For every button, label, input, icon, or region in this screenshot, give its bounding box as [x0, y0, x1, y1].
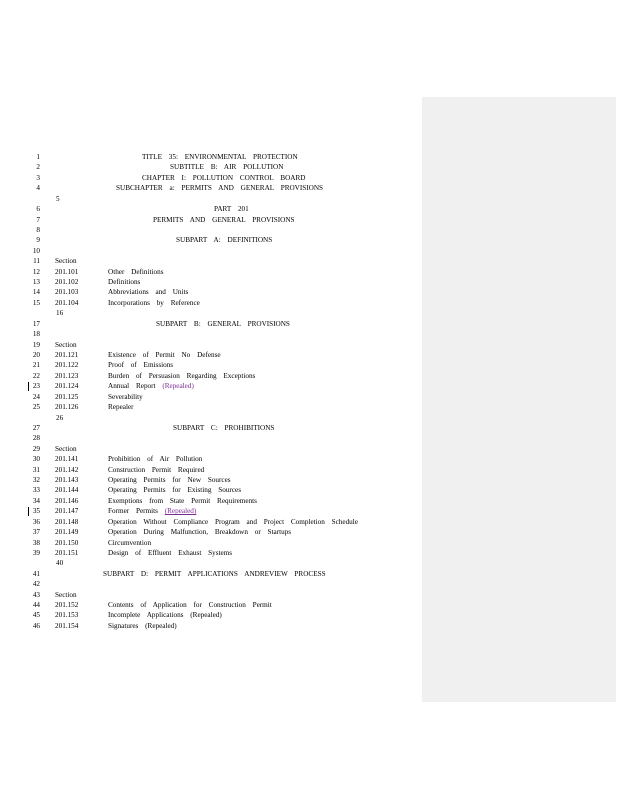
section-title	[108, 277, 140, 287]
document-line	[0, 371, 420, 381]
section-title-text: Operation During Malfunction, Breakdown or Startups	[108, 528, 292, 537]
section-title	[108, 287, 188, 297]
section-number: 201.152	[55, 601, 79, 610]
section-title-text: Construction Permit Required	[108, 465, 205, 474]
section-title	[108, 298, 200, 308]
document-line	[0, 496, 420, 506]
line-number: 42	[32, 580, 40, 589]
document-line	[0, 548, 420, 558]
section-title-text: Contents of Application for Construction Permit	[108, 601, 272, 610]
section-heading: SUBPART A: DEFINITIONS	[176, 236, 273, 245]
section-title	[108, 392, 143, 402]
document-line	[0, 340, 420, 350]
section-title	[108, 548, 232, 558]
document-line	[0, 235, 420, 245]
line-number: 16	[56, 309, 64, 318]
line-number: 4	[36, 184, 40, 193]
line-number: 45	[32, 611, 40, 620]
section-number: 201.144	[55, 486, 79, 495]
section-heading: PERMITS AND GENERAL PROVISIONS	[153, 215, 295, 224]
line-number: 12	[32, 267, 40, 276]
section-title	[108, 600, 272, 610]
line-number: 38	[32, 538, 40, 547]
section-number: 201.121	[55, 350, 79, 359]
document-line	[0, 423, 420, 433]
document-line	[0, 600, 420, 610]
section-title	[108, 465, 204, 475]
section-title	[108, 485, 241, 495]
line-number: 20	[32, 350, 40, 359]
change-bar	[28, 382, 29, 391]
section-title	[108, 621, 177, 631]
document-line	[0, 381, 420, 391]
document-line	[0, 162, 420, 172]
section-heading: SUBTITLE B: AIR POLLUTION	[170, 163, 284, 172]
line-number: 28	[32, 434, 40, 443]
section-number: 201.146	[55, 496, 79, 505]
document-line	[0, 173, 420, 183]
line-number: 39	[32, 548, 40, 557]
section-title-text: Abbreviations and Units	[108, 288, 189, 297]
section-title-text: Burden of Persuasion Regarding Exceptions	[108, 371, 256, 380]
section-title	[108, 610, 222, 620]
document-line	[0, 402, 420, 412]
section-heading: TITLE 35: ENVIRONMENTAL PROTECTION	[142, 153, 298, 161]
document-line	[0, 527, 420, 537]
line-number: 5	[56, 194, 60, 203]
section-title-text: Incomplete Applications (Repealed)	[108, 611, 222, 620]
section-title-text: Signatures (Repealed)	[108, 621, 177, 630]
section-title	[108, 527, 291, 537]
section-label: Section	[55, 257, 77, 266]
document-line	[0, 444, 420, 454]
section-number: 201.122	[55, 361, 79, 370]
section-number: 201.123	[55, 371, 79, 380]
document-line	[0, 298, 420, 308]
section-label: Section	[55, 590, 77, 599]
line-number: 40	[56, 559, 64, 568]
line-number: 25	[32, 403, 40, 412]
line-number: 15	[32, 298, 40, 307]
document-line	[0, 256, 420, 266]
section-number: 201.103	[55, 288, 79, 297]
section-title-text: Design of Effluent Exhaust Systems	[108, 548, 233, 557]
section-title-text: Severability	[108, 392, 143, 401]
document-line	[0, 569, 420, 579]
section-title	[108, 360, 173, 370]
document-line	[0, 506, 420, 516]
document-line	[0, 590, 420, 600]
line-number: 17	[32, 319, 40, 328]
line-number: 3	[36, 173, 40, 182]
line-number: 14	[32, 288, 40, 297]
section-title	[108, 517, 358, 527]
section-number: 201.125	[55, 392, 79, 401]
section-number: 201.147	[55, 507, 79, 516]
section-title	[108, 454, 202, 464]
document-line	[0, 308, 420, 318]
line-number: 37	[32, 528, 40, 537]
section-title-text: Other Definitions	[108, 267, 164, 276]
section-title	[108, 402, 134, 412]
section-title-text: Existence of Permit No Defense	[108, 350, 221, 359]
section-label: Section	[55, 340, 77, 349]
section-number: 201.126	[55, 403, 79, 412]
document-line	[0, 194, 420, 204]
document-line	[0, 454, 420, 464]
section-title-text: Operating Permits for Existing Sources	[108, 486, 241, 495]
line-number: 6	[36, 205, 40, 214]
section-number: 201.102	[55, 278, 79, 287]
document-line	[0, 558, 420, 568]
line-number: 1	[36, 153, 40, 161]
document-line	[0, 152, 420, 162]
document-line	[0, 485, 420, 495]
section-number: 201.150	[55, 538, 79, 547]
document-line	[0, 610, 420, 620]
section-title-text: Operation Without Compliance Program and Project Completion Schedule	[108, 517, 358, 526]
line-number: 13	[32, 278, 40, 287]
section-number: 201.148	[55, 517, 79, 526]
line-number: 33	[32, 486, 40, 495]
line-number: 30	[32, 455, 40, 464]
line-number: 23	[32, 382, 40, 391]
document-line	[0, 350, 420, 360]
line-number: 26	[56, 413, 64, 422]
section-heading: PART 201	[214, 205, 249, 214]
section-title	[108, 538, 151, 548]
section-title-text: Definitions	[108, 278, 141, 287]
line-number: 36	[32, 517, 40, 526]
line-number: 19	[32, 340, 40, 349]
section-number: 201.124	[55, 382, 79, 391]
comment-pane	[422, 97, 616, 702]
section-title	[108, 350, 221, 360]
section-title	[108, 475, 231, 485]
line-number: 8	[36, 225, 40, 234]
section-title	[108, 371, 255, 381]
document-line	[0, 538, 420, 548]
document-line	[0, 225, 420, 235]
section-title	[108, 381, 194, 391]
section-heading: SUBPART C: PROHIBITIONS	[173, 423, 275, 432]
section-label: Section	[55, 444, 77, 453]
line-number: 21	[32, 361, 40, 370]
document-line	[0, 183, 420, 193]
line-number: 32	[32, 476, 40, 485]
document-line	[0, 246, 420, 256]
document-line	[0, 277, 420, 287]
section-title-text: Circumvention	[108, 538, 152, 547]
section-title-text: Exemptions from State Permit Requirements	[108, 496, 257, 505]
section-title-text: Incorporations by Reference	[108, 298, 200, 307]
section-title-text: Prohibition of Air Pollution	[108, 455, 203, 464]
section-number: 201.151	[55, 548, 79, 557]
section-title-text: Former Permits	[108, 507, 158, 516]
document-line	[0, 579, 420, 589]
section-title-text: Operating Permits for New Sources	[108, 476, 231, 485]
line-number: 7	[36, 215, 40, 224]
line-number: 43	[32, 590, 40, 599]
section-heading: SUBPART D: PERMIT APPLICATIONS ANDREVIEW PROCESS	[103, 569, 326, 578]
document-line	[0, 329, 420, 339]
line-number: 44	[32, 601, 40, 610]
section-title-text: Annual Report	[108, 382, 156, 391]
section-title	[108, 267, 164, 277]
line-number: 11	[33, 257, 40, 266]
document-line	[0, 360, 420, 370]
section-title	[108, 506, 196, 516]
section-number: 201.104	[55, 298, 79, 307]
section-number: 201.143	[55, 476, 79, 485]
document-line	[0, 287, 420, 297]
section-number: 201.154	[55, 621, 79, 630]
document-line	[0, 319, 420, 329]
line-number: 22	[32, 371, 40, 380]
line-number: 35	[32, 507, 40, 516]
line-number: 24	[32, 392, 40, 401]
line-number: 18	[32, 330, 40, 339]
document-line	[0, 215, 420, 225]
section-title	[108, 496, 257, 506]
document-line	[0, 392, 420, 402]
document-line	[0, 413, 420, 423]
document-line	[0, 517, 420, 527]
line-number: 41	[32, 569, 40, 578]
line-number: 29	[32, 444, 40, 453]
document-line	[0, 433, 420, 443]
line-number: 34	[32, 496, 40, 505]
document-line	[0, 267, 420, 277]
line-number: 27	[32, 423, 40, 432]
repealed-note: (Repealed)	[162, 382, 194, 391]
section-number: 201.142	[55, 465, 79, 474]
line-number: 10	[32, 246, 40, 255]
line-number: 2	[36, 163, 40, 172]
change-bar	[28, 507, 29, 516]
section-number: 201.101	[55, 267, 79, 276]
section-number: 201.153	[55, 611, 79, 620]
line-number: 31	[32, 465, 40, 474]
section-heading: SUBPART B: GENERAL PROVISIONS	[156, 319, 290, 328]
section-heading: SUBCHAPTER a: PERMITS AND GENERAL PROVISIONS	[116, 184, 324, 193]
section-number: 201.141	[55, 455, 79, 464]
document-line	[0, 204, 420, 214]
document-line	[0, 621, 420, 631]
section-number: 201.149	[55, 528, 79, 537]
document-line	[0, 465, 420, 475]
section-title-text: Proof of Emissions	[108, 361, 174, 370]
line-number: 9	[36, 236, 40, 245]
section-heading: CHAPTER I: POLLUTION CONTROL BOARD	[142, 173, 306, 182]
repealed-note: (Repealed)	[164, 507, 197, 516]
section-title-text: Repealer	[108, 403, 134, 412]
document-line	[0, 475, 420, 485]
line-number: 46	[32, 621, 40, 630]
